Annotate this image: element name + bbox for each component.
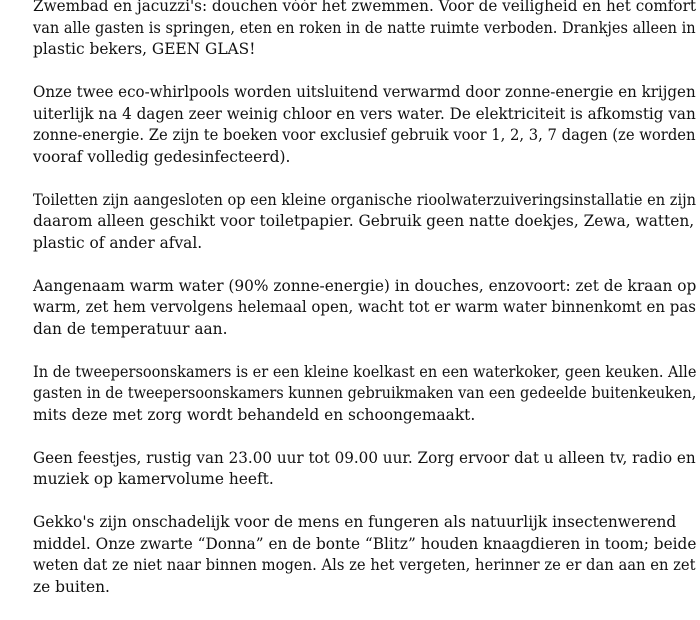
text-line: Aangenaam warm water (90% zonne-energie) in douches, enzovoort: zet de kraan op (33, 276, 697, 295)
text-line: mits deze met zorg wordt behandeld en schoongemaakt. (33, 405, 476, 424)
text-line: Gekko's zijn onschadelijk voor de mens en fungeren als natuurlijk insectenwerend (33, 513, 677, 531)
text-line: uiterlijk na 4 dagen zeer weinig chloor en vers water. De elektriciteit is afkomstig van (33, 104, 696, 123)
paragraph-toilets (33, 190, 696, 255)
text-line: dan de temperatuur aan. (33, 319, 228, 338)
text-line: plastic bekers, GEEN GLAS! (33, 40, 256, 58)
paragraph-quiet-hours (33, 448, 696, 491)
paragraph-double-rooms (33, 362, 697, 427)
paragraph-whirlpools (33, 82, 696, 168)
text-line: Zwembad en jacuzzi's: douchen vóór het zwemmen. Voor de veiligheid en het comfort (33, 0, 696, 15)
text-line: In de tweepersoonskamers is er een kleine koelkast en een waterkoker, geen keuken. Alle (33, 362, 697, 381)
text-line: Toiletten zijn aangesloten op een kleine organische rioolwaterzuiveringsinstallatie en zijn (33, 190, 696, 209)
text-line: van alle gasten is springen, eten en roken in de natte ruimte verboden. Drankjes alleen in (33, 18, 696, 37)
document-body (33, 0, 697, 620)
paragraph-pool-rules (33, 0, 696, 61)
text-line: zonne-energie. Ze zijn te boeken voor exclusief gebruik voor 1, 2, 3, 7 dagen (ze worden (33, 126, 696, 144)
text-line: daarom alleen geschikt voor toiletpapier. Gebruik geen natte doekjes, Zewa, watten, (33, 212, 695, 230)
paragraph-warm-water (33, 276, 697, 341)
text-line: middel. Onze zwarte “Donna” en de bonte “Blitz” houden knaagdieren in toom; beide (33, 534, 697, 553)
text-line: muziek op kamervolume heeft. (33, 470, 274, 488)
text-line: vooraf volledig gedesinfecteerd). (33, 147, 291, 166)
text-line: gasten in de tweepersoonskamers kunnen gebruikmaken van een gedeelde buitenkeuken, (33, 384, 697, 402)
text-line: weten dat ze niet naar binnen mogen. Als ze het vergeten, herinner ze er dan aan en zet (33, 556, 696, 574)
text-line: Onze twee eco-whirlpools worden uitsluitend verwarmd door zonne-energie en krijgen (33, 83, 696, 101)
text-line: Geen feestjes, rustig van 23.00 uur tot 09.00 uur. Zorg ervoor dat u alleen tv, radio en (33, 448, 696, 467)
text-line: plastic of ander afval. (33, 233, 203, 252)
text-line: warm, zet hem vervolgens helemaal open, wacht tot er warm water binnenkomt en pas (33, 298, 696, 316)
paragraph-animals (33, 512, 697, 598)
text-line: ze buiten. (33, 577, 110, 596)
